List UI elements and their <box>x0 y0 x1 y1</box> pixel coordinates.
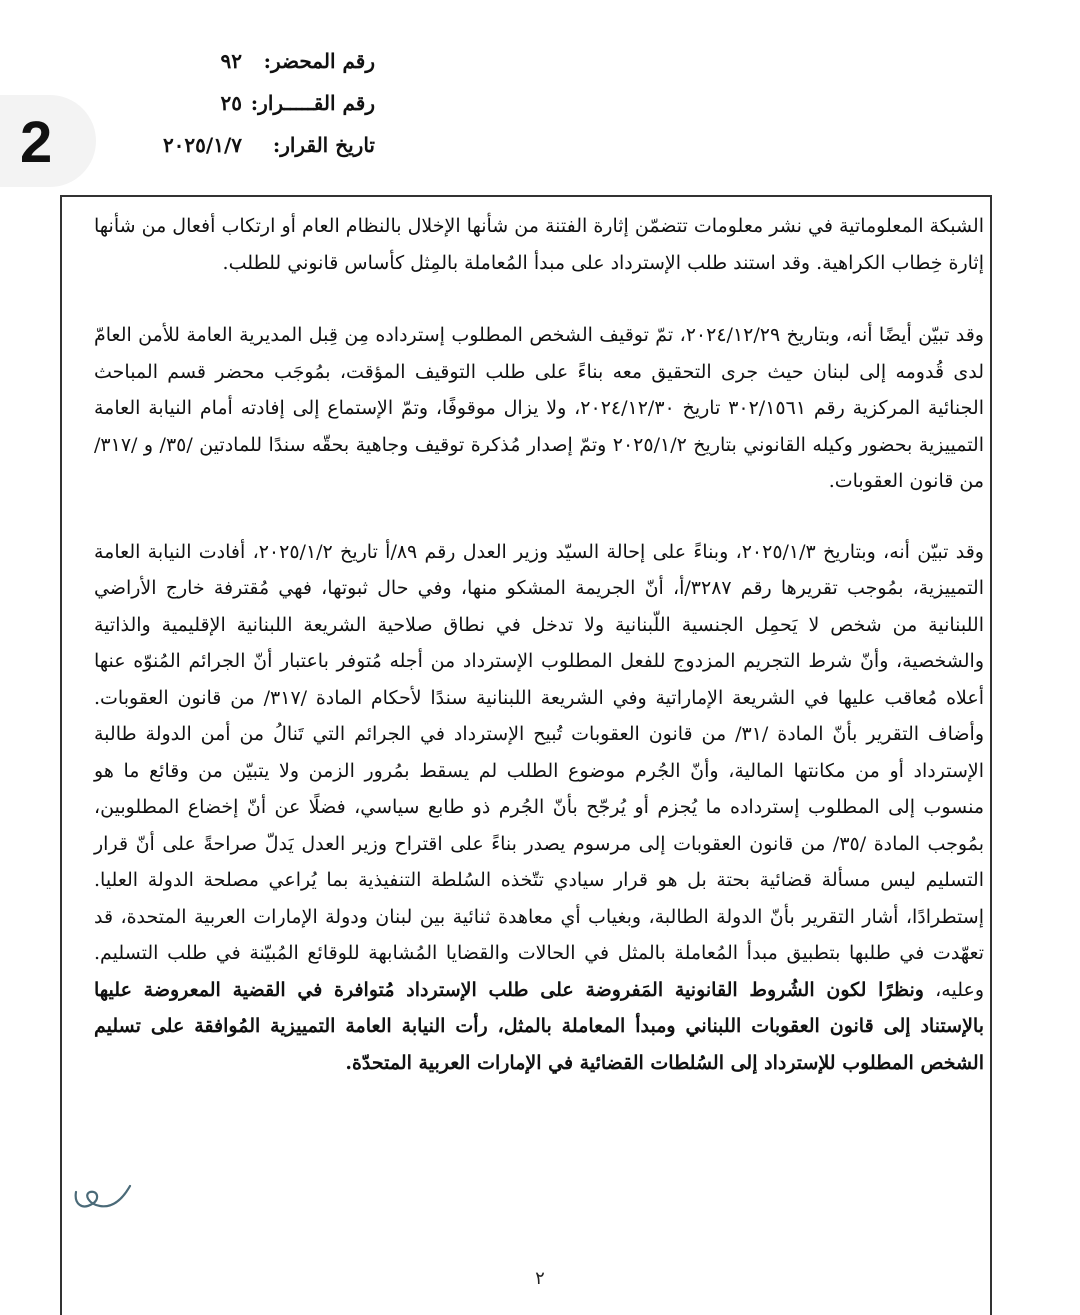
record-number-label: رقم المحضر: <box>263 49 375 73</box>
paragraph-3 <box>94 534 984 1082</box>
decision-header <box>115 44 375 170</box>
decision-number-value: ٢٥ <box>220 91 242 115</box>
page-number: ٢ <box>535 1268 545 1289</box>
record-number-row <box>115 44 375 86</box>
paragraph-1: الشبكة المعلوماتية في نشر معلومات تتضمّن إثارة الفتنة من شأنها الإخلال بالنظام العام أو ارتكاب أفعال من شأنها إثارة خِطاب الكراهية. وقد استند طلب الإسترداد على مبدأ المُعاملة بالمِثل كأساس قانوني للطلب. <box>94 215 984 274</box>
decision-date-value: ٢٠٢٥/١/٧ <box>162 133 242 157</box>
paragraph-spacer <box>94 500 984 534</box>
decision-date-label: تاريخ القرار: <box>272 133 375 157</box>
paragraph-2: وقد تبيّن أيضًا أنه، وبتاريخ ٢٠٢٤/١٢/٢٩، تمّ توقيف الشخص المطلوب إسترداده مِن قِبل المديرية العامة للأمن العامّ لدى قُدومه إلى لبنان حيث جرى التحقيق معه بناءً على طلب التوقيف المؤقت، بمُوجَب محضر قسم المباحث الجنائية المركزية رقم ٣٠٢/١٥٦١ تاريخ ٢٠٢٤/١٢/٣٠، ولا يزال موقوفًا، وتمّ الإستماع إلى إفادته أمام النيابة العامة التمييزية بحضور وكيله القانوني بتاريخ ٢٠٢٥/١/٢ وتمّ إصدار مُذكرة توقيف وجاهية بحقّه سندًا للمادتين /٣٥/ و /٣١٧/ من قانون العقوبات. <box>94 324 985 492</box>
decision-number-label: رقم القـــــرار: <box>250 91 375 115</box>
handwritten-initial <box>70 1170 140 1230</box>
page-tab-number: 2 <box>20 110 53 175</box>
decision-number-row <box>115 86 375 128</box>
paragraph-spacer <box>94 281 984 317</box>
record-number-value: ٩٢ <box>220 49 242 73</box>
paragraph-3-text: وقد تبيّن أنه، وبتاريخ ٢٠٢٥/١/٣، وبناءً على إحالة السيّد وزير العدل رقم ٨٩/أ تاريخ ٢٠٢٥/١/٢، أفادت النيابة العامة التمييزية، بمُوجب تقريرها رقم ٣٢٨٧/أ، أنّ الجريمة المشكو منها، وفي حال ثبوتها، فهي مُقترفة خارج الأراضي اللبنانية من شخص لا يَحمِل الجنسية اللّبنانية ولا تدخل في نطاق صلاحية الشريعة اللبنانية الإقليمية والذاتية والشخصية، وأنّ شرط التجريم المزدوج للفعل المطلوب الإسترداد من أجله مُتوفر باعتبار أنّ الجرائم المُنوّه عنها أعلاه مُعاقب عليها في الشريعة الإماراتية وفي الشريعة اللبنانية سندًا لأحكام المادة /٣١٧/ من قانون العقوبات. وأضاف التقرير بأنّ المادة /٣١/ من قانون العقوبات تُبيح الإسترداد في الجرائم التي تَنالُ من أمن الدولة طالبة الإسترداد أو من مكانتها المالية، وأنّ الجُرم موضوع الطلب لم يسقط بمُرور الزمن ولا يتبيّن من وقائع ما هو منسوب إلى المطلوب إسترداده ما يُجزم أو يُرجّح بأنّ الجُرم ذو طابع سياسي، فضلًا عن أنّ إخضاع المطلوبين، بمُوجب المادة /٣٥/ من قانون العقوبات إلى مرسوم يصدر بناءً على اقتراح وزير العدل يَدلّ صراحةً على أنّ قرار التسليم ليس مسألة قضائية بحتة بل هو قرار سيادي تتّخذه السُلطة التنفيذية بما يُراعي مصلحة الدولة العليا. إستطرادًا، أشار التقرير بأنّ الدولة الطالبة، وبغياب أي معاهدة ثنائية بين لبنان ودولة الإمارات العربية المتحدة، قد تعهّدت في طلبها بتطبيق مبدأ المُعاملة بالمثل في الحالات والقضايا المُشابهة للوقائع المُبيّنة في طلب التسليم. وعليه، <box>94 540 985 1001</box>
decision-date-row <box>115 128 375 170</box>
decision-body <box>94 208 984 1081</box>
paragraph-3-conclusion: ونظرًا لكون الشُروط القانونية المَفروضة على طلب الإسترداد مُتوافرة في القضية المعروضة عليها بالإستناد إلى قانون العقوبات اللبناني ومبدأ المعاملة بالمثل، رأت النيابة العامة التمييزية المُوافقة على تسليم الشخص المطلوب للإسترداد إلى السُلطات القضائية في الإمارات العربية المتحدّة. <box>94 978 984 1074</box>
